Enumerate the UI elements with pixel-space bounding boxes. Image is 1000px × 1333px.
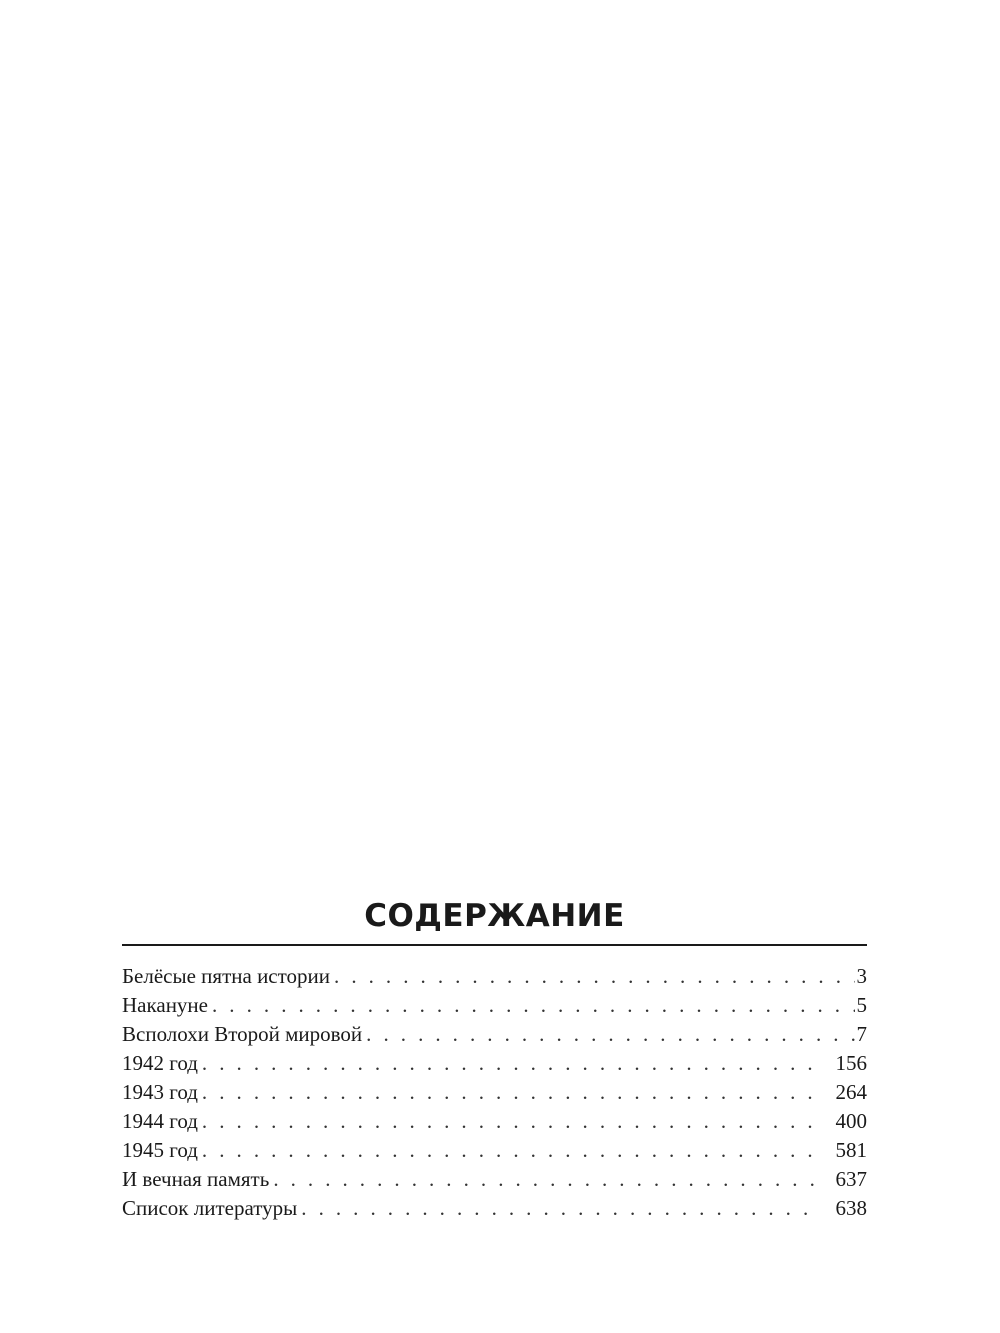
dot-leader	[202, 1049, 819, 1078]
heading-rule	[122, 944, 867, 946]
toc-entry-title: Всполохи Второй мировой	[122, 1022, 363, 1046]
toc-entry-title: И вечная память	[122, 1167, 270, 1191]
toc-heading: СОДЕРЖАНИЕ	[364, 898, 625, 934]
toc-entry-title: 1945 год	[122, 1138, 198, 1162]
dot-leader	[334, 962, 854, 991]
toc-entry-title: Белёсые пятна истории	[122, 964, 331, 988]
dot-leader	[202, 1107, 819, 1136]
dot-leader	[202, 1078, 819, 1107]
toc-entry-title: 1944 год	[122, 1109, 198, 1133]
toc-list	[122, 962, 867, 1223]
toc-entry-page: 5	[856, 993, 867, 1017]
toc-entry[interactable]	[122, 1194, 867, 1223]
toc-entry-page: 7	[856, 1022, 867, 1046]
toc-entry-title: Накануне	[122, 993, 208, 1017]
toc-entry-page: 581	[835, 1138, 867, 1162]
toc-entry[interactable]	[122, 962, 867, 991]
table-of-contents	[122, 892, 867, 1223]
toc-entry[interactable]	[122, 1107, 867, 1136]
toc-entry-page: 156	[835, 1051, 867, 1075]
dot-leader	[301, 1194, 819, 1223]
toc-entry-page: 3	[856, 964, 867, 988]
toc-entry[interactable]	[122, 1020, 867, 1049]
toc-entry-title: 1942 год	[122, 1051, 198, 1075]
toc-entry[interactable]	[122, 1078, 867, 1107]
toc-entry-page: 400	[835, 1109, 867, 1133]
toc-entry-page: 637	[835, 1167, 867, 1191]
dot-leader	[212, 991, 855, 1020]
toc-entry-title: 1943 год	[122, 1080, 198, 1104]
dot-leader	[202, 1136, 819, 1165]
toc-entry[interactable]	[122, 1049, 867, 1078]
toc-entry[interactable]	[122, 991, 867, 1020]
dot-leader	[366, 1020, 854, 1049]
dot-leader	[273, 1165, 819, 1194]
toc-entry-page: 638	[835, 1196, 867, 1220]
toc-entry[interactable]	[122, 1165, 867, 1194]
toc-entry-page: 264	[835, 1080, 867, 1104]
toc-entry-title: Список литературы	[122, 1196, 298, 1220]
toc-entry[interactable]	[122, 1136, 867, 1165]
